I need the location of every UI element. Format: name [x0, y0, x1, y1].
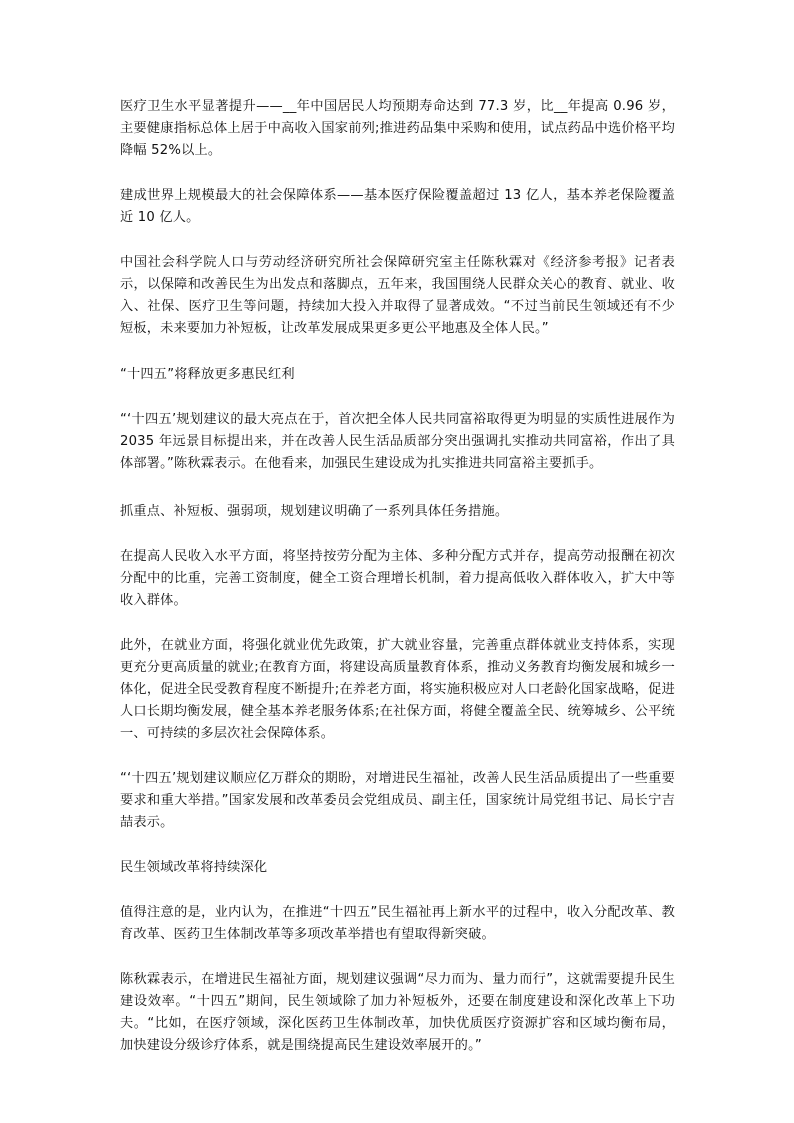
section-heading-reform: 民生领域改革将持续深化	[120, 860, 268, 875]
section-heading-benefits: “十四五”将释放更多惠民红利	[120, 367, 295, 382]
paragraph-employment-education: 此外，在就业方面，将强化就业优先政策，扩大就业容量，完善重点群体就业支持体系，实现更充分更高质量的就业;在教育方面，将建设高质量教育体系，推动义务教育均衡发展和城乡一体化，促进全民受教育程度不断提升;在养老方面，将实施积极应对人口老龄化国家战略，促进人口长期均衡发展，健全基本养老服务体系;在社保方面，将健全覆盖全民、统筹城乡、公平统一、可持续的多层次社会保障体系。	[120, 638, 675, 741]
paragraph-income: 在提高人民收入水平方面，将坚持按劳分配为主体、多种分配方式并存，提高劳动报酬在初次分配中的比重，完善工资制度，健全工资合理增长机制，着力提高低收入群体收入，扩大中等收入群体。	[120, 549, 675, 608]
paragraph-reform-breakthrough: 值得注意的是，业内认为，在推进“十四五”民生福祉再上新水平的过程中，收入分配改革、教育改革、医药卫生体制改革等多项改革举措也有望取得新突破。	[120, 905, 675, 942]
paragraph-expert-comment: 中国社会科学院人口与劳动经济研究所社会保障研究室主任陈秋霖对《经济参考报》记者表示，以保障和改善民生为出发点和落脚点，五年来，我国围绕人民群众关心的教育、就业、收入、社保、医疗卫生等问题，持续加大投入并取得了显著成效。“不过当前民生领域还有不少短板，未来要加力补短板，让改革发展成果更多更公平地惠及全体人民。”	[120, 255, 675, 336]
paragraph-efficiency: 陈秋霖表示，在增进民生福祉方面，规划建议强调“尽力而为、量力而行”，这就需要提升民生建设效率。“十四五”期间，民生领域除了加力补短板外，还要在制度建设和深化改革上下功夫。“比如，在医疗领域，深化医药卫生体制改革，加快优质医疗资源扩容和区域均衡布局，加快建设分级诊疗体系，就是围绕提高民生建设效率展开的。”	[120, 972, 675, 1053]
paragraph-key-measures: 抓重点、补短板、强弱项，规划建议明确了一系列具体任务措施。	[120, 504, 509, 519]
paragraph-healthcare: 医疗卫生水平显著提升——__年中国居民人均预期寿命达到 77.3 岁，比__年提高 0.96 岁，主要健康指标总体上居于中高收入国家前列;推进药品集中采购和使用，试点药品中选价格平均降幅 52%以上。	[120, 99, 675, 158]
paragraph-common-prosperity: “‘十四五’规划建议的最大亮点在于，首次把全体人民共同富裕取得更为明显的实质性进展作为 2035 年远景目标提出来，并在改善人民生活品质部分突出强调扎实推动共同富裕，作出了具体部署。”陈秋霖表示。在他看来，加强民生建设成为扎实推进共同富裕主要抓手。	[120, 412, 675, 471]
paragraph-official-quote: “‘十四五’规划建议顺应亿万群众的期盼，对增进民生福祉，改善人民生活品质提出了一些重要要求和重大举措。”国家发展和改革委员会党组成员、副主任，国家统计局党组书记、局长宁吉喆表示。	[120, 771, 675, 830]
paragraph-social-security: 建成世界上规模最大的社会保障体系——基本医疗保险覆盖超过 13 亿人，基本养老保险覆盖近 10 亿人。	[120, 188, 675, 225]
document-body	[120, 96, 675, 1080]
